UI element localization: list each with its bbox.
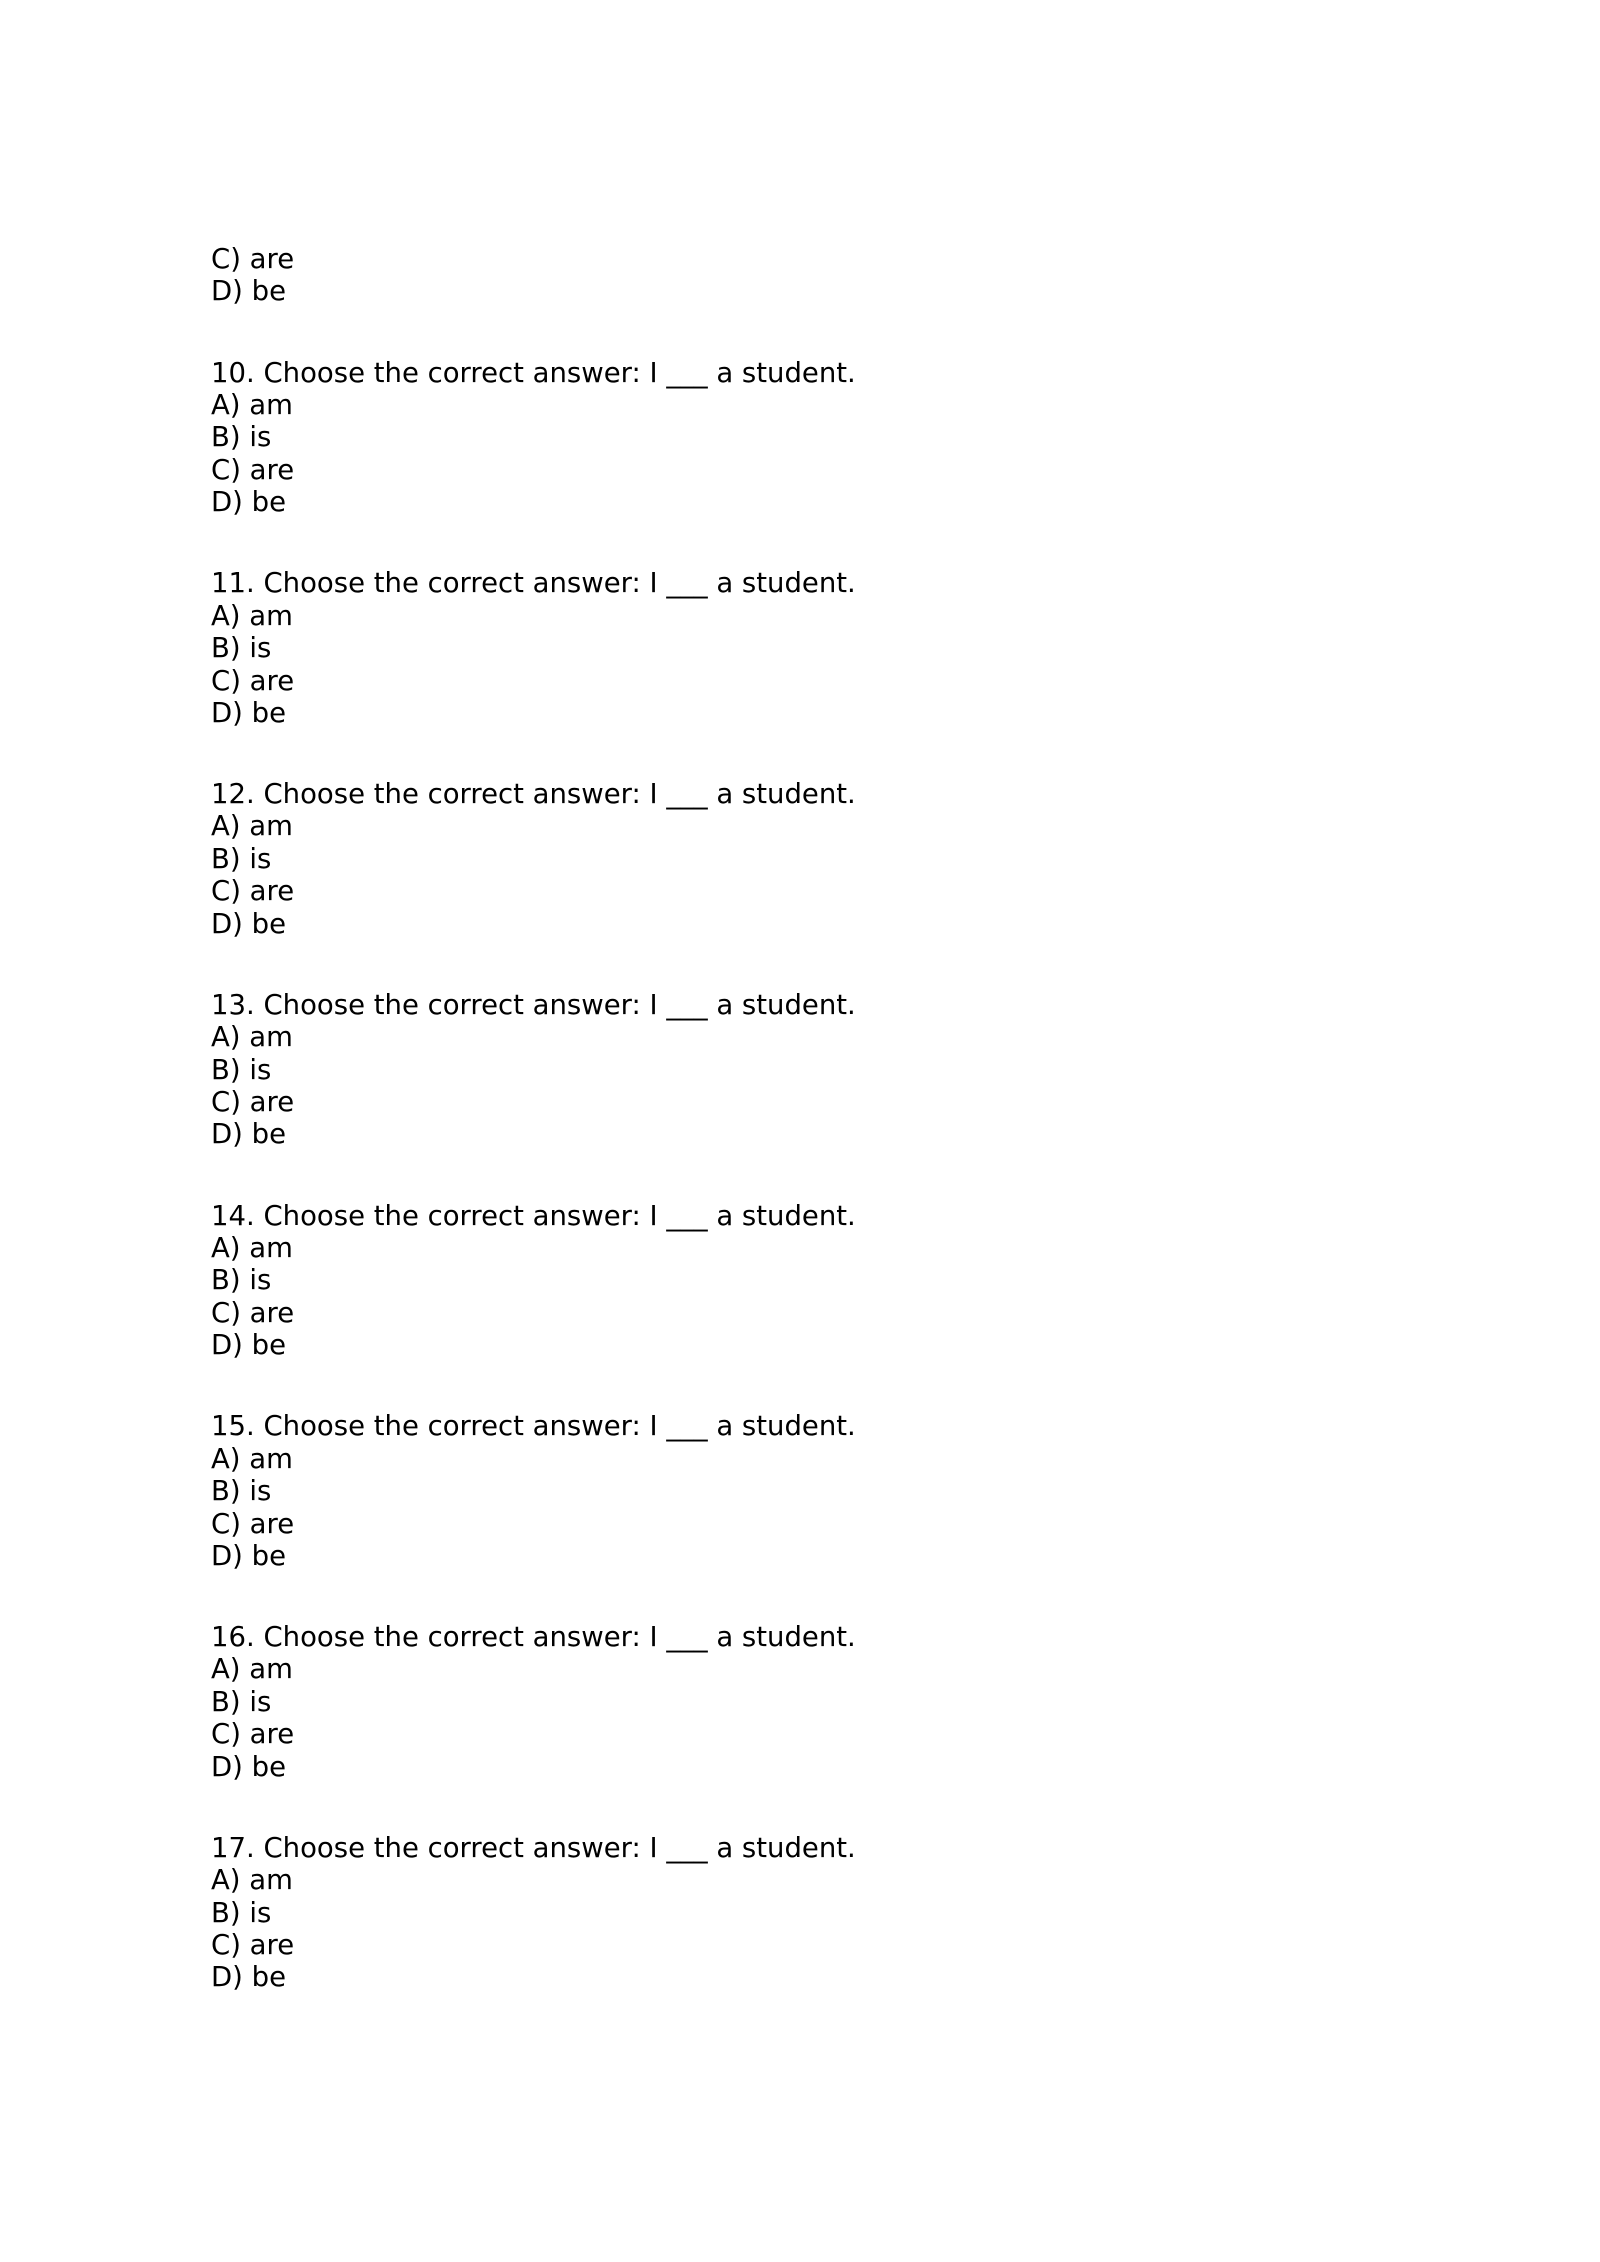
question-prompt: 15. Choose the correct answer: I ___ a student. (211, 1410, 856, 1443)
option-c: C) are (211, 243, 295, 275)
question-13 (211, 989, 1391, 1151)
option-a: A) am (211, 810, 293, 843)
option-a: A) am (211, 1653, 293, 1686)
option-b: B) is (211, 1264, 272, 1297)
option-a: A) am (211, 388, 293, 421)
option-a: A) am (211, 1864, 293, 1897)
question-14 (211, 1200, 1391, 1362)
option-d: D) be (211, 1961, 287, 1994)
option-d: D) be (211, 907, 287, 940)
option-b: B) is (211, 1053, 272, 1086)
option-d: D) be (211, 1539, 287, 1572)
option-c: C) are (211, 664, 295, 697)
option-c: C) are (211, 453, 295, 486)
option-a: A) am (211, 1021, 293, 1054)
question-9-continuation (211, 243, 1391, 308)
option-a: A) am (211, 1442, 293, 1475)
question-17 (211, 1832, 1391, 1994)
question-prompt: 12. Choose the correct answer: I ___ a student. (211, 778, 856, 811)
option-c: C) are (211, 1929, 295, 1961)
option-c: C) are (211, 1296, 295, 1329)
quiz-content (211, 243, 1391, 1994)
option-b: B) is (211, 842, 272, 875)
option-c: C) are (211, 875, 295, 908)
question-prompt: 17. Choose the correct answer: I ___ a student. (211, 1831, 856, 1864)
option-b: B) is (211, 421, 272, 454)
option-b: B) is (211, 1685, 272, 1718)
option-d: D) be (211, 275, 287, 308)
option-b: B) is (211, 1475, 272, 1508)
option-c: C) are (211, 1086, 295, 1118)
question-prompt: 10. Choose the correct answer: I ___ a student. (211, 356, 856, 389)
question-prompt: 14. Choose the correct answer: I ___ a student. (211, 1199, 856, 1232)
option-a: A) am (211, 599, 293, 632)
option-c: C) are (211, 1507, 295, 1540)
option-d: D) be (211, 1329, 287, 1362)
option-a: A) am (211, 1231, 293, 1264)
option-b: B) is (211, 1896, 272, 1929)
question-prompt: 16. Choose the correct answer: I ___ a student. (211, 1621, 856, 1654)
option-c: C) are (211, 1718, 295, 1751)
question-15 (211, 1410, 1391, 1572)
option-d: D) be (211, 486, 287, 519)
option-d: D) be (211, 1118, 287, 1151)
question-prompt: 11. Choose the correct answer: I ___ a student. (211, 567, 856, 600)
question-12 (211, 778, 1391, 940)
question-11 (211, 567, 1391, 729)
option-d: D) be (211, 1750, 287, 1783)
question-10 (211, 357, 1391, 519)
question-prompt: 13. Choose the correct answer: I ___ a student. (211, 988, 856, 1021)
option-b: B) is (211, 632, 272, 665)
option-d: D) be (211, 696, 287, 729)
question-16 (211, 1621, 1391, 1783)
